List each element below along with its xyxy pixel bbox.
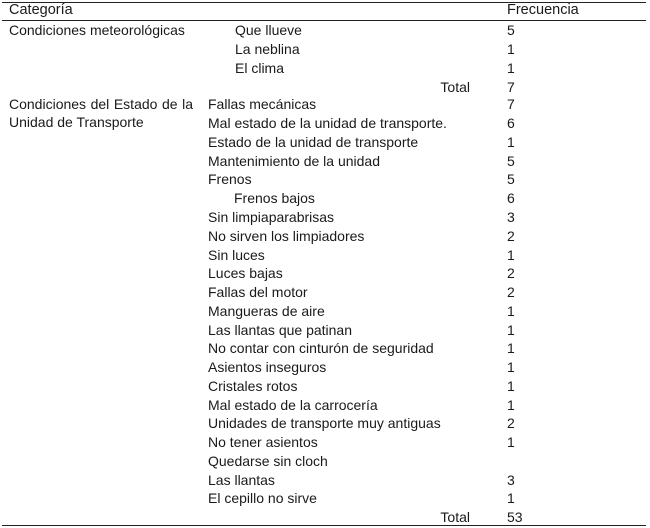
list-item-frequency: 2 [507,265,515,281]
list-item: Las llantas [208,472,275,488]
list-item: No tener asientos [208,434,318,450]
list-item: El cepillo no sirve [208,490,317,506]
list-item: Fallas del motor [208,284,308,300]
list-item: Que llueve [235,22,302,38]
list-item-frequency: 5 [507,153,515,169]
list-item: Quedarse sin cloch [208,453,328,469]
list-item-frequency: 6 [507,190,515,206]
list-item-frequency: 2 [507,228,515,244]
list-item-frequency: 6 [507,115,515,131]
list-item: No contar con cinturón de seguridad [208,340,434,356]
list-item-frequency: 1 [507,247,515,263]
list-item: Fallas mecánicas [208,96,317,112]
list-item: Sin luces [208,247,265,263]
list-item-frequency: 1 [507,303,515,319]
total-value: 53 [507,509,523,525]
category-vehicle-condition: Condiciones del Estado de la Unidad de Transporte [9,96,193,130]
list-item: Estado de la unidad de transporte [208,134,419,150]
list-item: Cristales rotos [208,378,298,394]
list-item: No sirven los limpiadores [208,228,365,244]
list-item: Unidades de transporte muy antiguas [208,415,441,431]
list-item-frequency: 3 [507,472,515,488]
list-item-frequency: 1 [507,490,515,506]
list-item-frequency: 1 [507,322,515,338]
list-item-frequency: 2 [507,284,515,300]
list-item-frequency: 5 [507,22,515,38]
list-item: Las llantas que patinan [208,322,352,338]
total-label: Total [440,79,470,95]
list-item-frequency: 1 [507,378,515,394]
list-item-frequency: 1 [507,434,515,450]
list-item: Asientos inseguros [208,359,327,375]
list-item: Mal estado de la carrocería [208,397,378,413]
table-bottom-rule [2,525,646,526]
list-item-frequency: 7 [507,96,515,112]
list-item-frequency: 1 [507,134,515,150]
list-item-frequency: 1 [507,60,515,76]
header-frequency: Frecuencia [507,2,579,18]
list-item: Mantenimiento de la unidad [208,153,381,169]
list-item: Mal estado de la unidad de transporte. [208,115,447,131]
total-value: 7 [507,79,515,95]
list-item-frequency: 1 [507,397,515,413]
list-item-frequency: 1 [507,359,515,375]
list-item-frequency: 1 [507,340,515,356]
list-item-frequency: 1 [507,41,515,57]
category-weather: Condiciones meteorológicas [9,22,185,38]
list-item-frequency: 2 [507,415,515,431]
list-item: Frenos [208,171,252,187]
header-category: Categoría [9,2,73,18]
list-item: Luces bajas [208,265,283,281]
list-item: Sin limpiaparabrisas [208,209,335,225]
list-item: Frenos bajos [234,190,315,206]
list-item-frequency: 3 [507,209,515,225]
total-label: Total [440,509,470,525]
list-item: Mangueras de aire [208,303,325,319]
list-item-frequency: 5 [507,171,515,187]
list-item: La neblina [235,41,300,57]
list-item: El clima [235,60,285,76]
